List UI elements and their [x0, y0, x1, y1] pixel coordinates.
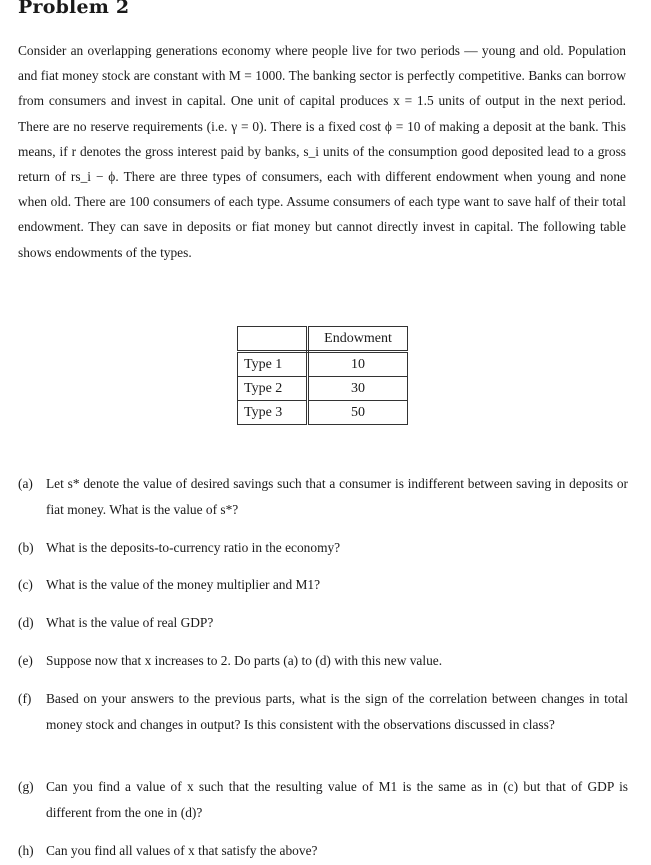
table-header-endowment: Endowment	[308, 327, 408, 352]
question-part-a	[18, 471, 628, 522]
part-label: (b)	[18, 540, 34, 555]
part-text: Can you find all values of x that satisfy the above?	[46, 843, 318, 858]
part-text: What is the value of real GDP?	[46, 615, 214, 630]
part-label: (d)	[18, 615, 34, 630]
problem-statement: Consider an overlapping generations economy where people live for two periods — young and old. Population and fiat money stock are constant with M = 1000. The banking sector is perfectly competitive. Banks can borrow from consumers and invest in capital. One unit of capital produces x = 1.5 units of output in the next period. There are no reserve requirements (i.e. γ = 0). There is a fixed cost ϕ = 10 of making a deposit at the bank. This means, if r denotes the gross interest paid by banks, s_i units of the consumption good deposited lead to a gross return of rs_i − ϕ. There are three types of consumers, each with different endowment when young and none when old. There are 100 consumers of each type. Assume consumers of each type want to save half of their total endowment. They can save in deposits or fiat money but cannot directly invest in capital. The following table shows endowments of the types.	[18, 43, 626, 260]
table-row	[238, 377, 408, 401]
part-label: (f)	[18, 691, 32, 706]
table-row-value: 50	[308, 401, 408, 425]
question-part-b	[18, 535, 628, 561]
table-row-value: 10	[308, 352, 408, 377]
part-text: What is the deposits-to-currency ratio in the economy?	[46, 540, 341, 555]
table-row-label: Type 2	[238, 377, 308, 401]
table-row-label: Type 3	[238, 401, 308, 425]
table-header-row	[238, 327, 408, 352]
part-label: (e)	[18, 653, 33, 668]
part-text: Based on your answers to the previous parts, what is the sign of the correlation between changes in total money stock and changes in output? Is this consistent with the observations discussed in class?	[46, 691, 628, 732]
endowment-table	[237, 326, 408, 425]
question-part-h	[18, 838, 628, 864]
part-label: (c)	[18, 577, 33, 592]
problem-title: Problem 2	[18, 0, 130, 18]
question-part-f	[18, 686, 628, 737]
table-row	[238, 401, 408, 425]
part-text: Suppose now that x increases to 2. Do parts (a) to (d) with this new value.	[46, 653, 443, 668]
question-part-g	[18, 774, 628, 825]
table-row	[238, 352, 408, 377]
part-text: What is the value of the money multiplier and M1?	[46, 577, 321, 592]
part-label: (g)	[18, 779, 34, 794]
table-row-value: 30	[308, 377, 408, 401]
part-label: (a)	[18, 476, 33, 491]
question-part-d	[18, 610, 628, 636]
part-label: (h)	[18, 843, 34, 858]
question-part-e	[18, 648, 628, 674]
part-text: Let s* denote the value of desired savings such that a consumer is indifferent between saving in deposits or fiat money. What is the value of s*?	[46, 476, 628, 517]
part-text: Can you find a value of x such that the resulting value of M1 is the same as in (c) but that of GDP is different from the one in (d)?	[46, 779, 628, 820]
question-part-c	[18, 572, 628, 598]
table-row-label: Type 1	[238, 352, 308, 377]
table-corner-cell	[238, 327, 308, 352]
